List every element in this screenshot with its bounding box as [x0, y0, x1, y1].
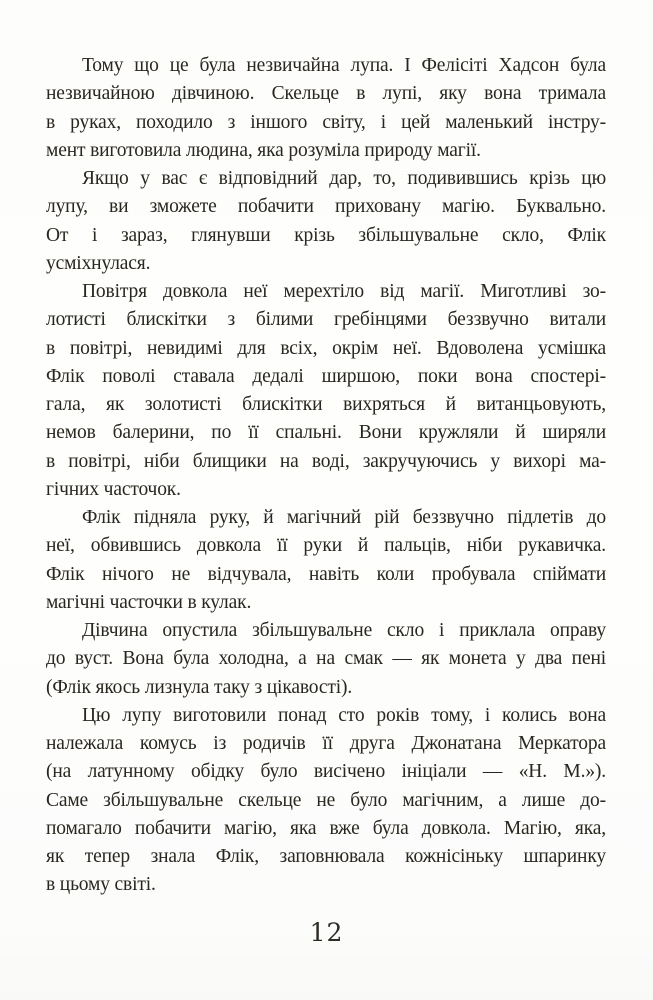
text-line: лупу, ви зможете побачити приховану магію. Буквально.	[46, 196, 606, 218]
text-line: Флік поволі ставала дедалі ширшою, поки вона спостері-	[46, 365, 606, 387]
text-line: в руках, походило з іншого світу, і цей маленький інстру-	[46, 111, 606, 133]
page-number: 12	[309, 918, 344, 947]
text-line: магічні часточки в кулак.	[46, 591, 252, 613]
paragraph	[46, 617, 606, 702]
text-line: належала комусь із родичів її друга Джонатана Меркатора	[46, 733, 606, 754]
text-line: Флік нічого не відчувала, навіть коли пробувала спіймати	[46, 563, 606, 585]
paragraph	[46, 278, 606, 504]
text-line: лотисті блискітки з білими гребінцями беззвучно витали	[46, 309, 606, 331]
text-line: Якщо у вас є відповідний дар, то, подивившись крізь цю	[82, 168, 606, 189]
text-line: незвичайною дівчиною. Скельце в лупі, яку вона тримала	[46, 83, 606, 105]
text-line: Цю лупу виготовили понад сто років тому, і колись вона	[82, 704, 606, 726]
paragraph	[46, 504, 606, 617]
text-line: От і зараз, глянувши крізь збільшувальне скло, Флік	[46, 224, 606, 246]
text-line: немов балерини, по її спальні. Вони кружляли й ширяли	[46, 422, 606, 444]
text-line: Тому що це була незвичайна лупа. І Фелісіті Хадсон була	[82, 55, 606, 76]
paragraph	[46, 702, 606, 900]
text-line: в повітрі, невидимі для всіх, окрім неї. Вдоволена усмішка	[46, 337, 606, 359]
text-line: (на латунному обідку було висічено ініціали — «Н. М.»).	[46, 761, 606, 783]
text-line: помагало побачити магію, яка вже була довкола. Магію, яка,	[46, 817, 606, 839]
text-line: неї, обвившись довкола її руки й пальців, ніби рукавичка.	[46, 535, 606, 557]
paragraph	[46, 165, 606, 278]
text-line: Дівчина опустила збільшувальне скло і приклала оправу	[82, 620, 606, 641]
text-line: гала, як золотисті блискітки вихряться й витанцьовують,	[46, 394, 606, 415]
body-text	[46, 52, 606, 900]
text-line: мент виготовила людина, яка розуміла природу магії.	[46, 139, 481, 161]
text-line: Повітря довкола неї мерехтіло від магії. Миготливі зо-	[82, 281, 606, 302]
text-line: (Флік якось лизнула таку з цікавості).	[46, 676, 353, 698]
text-line: в цьому світі.	[46, 874, 156, 896]
text-line: усміхнулася.	[46, 252, 151, 274]
text-line: в повітрі, ніби блищики на воді, закручуючись у вихорі ма-	[46, 450, 606, 472]
paragraph	[46, 52, 606, 165]
text-line: Флік підняла руку, й магічний рій беззвучно підлетів до	[82, 507, 606, 528]
text-line: Саме збільшувальне скельце не було магічним, а лише до-	[46, 789, 606, 811]
text-line: як тепер знала Флік, заповнювала кожнісіньку шпаринку	[46, 846, 606, 867]
text-line: до вуст. Вона була холодна, а на смак — як монета у два пені	[46, 648, 606, 670]
text-line: гічних часточок.	[46, 478, 181, 500]
